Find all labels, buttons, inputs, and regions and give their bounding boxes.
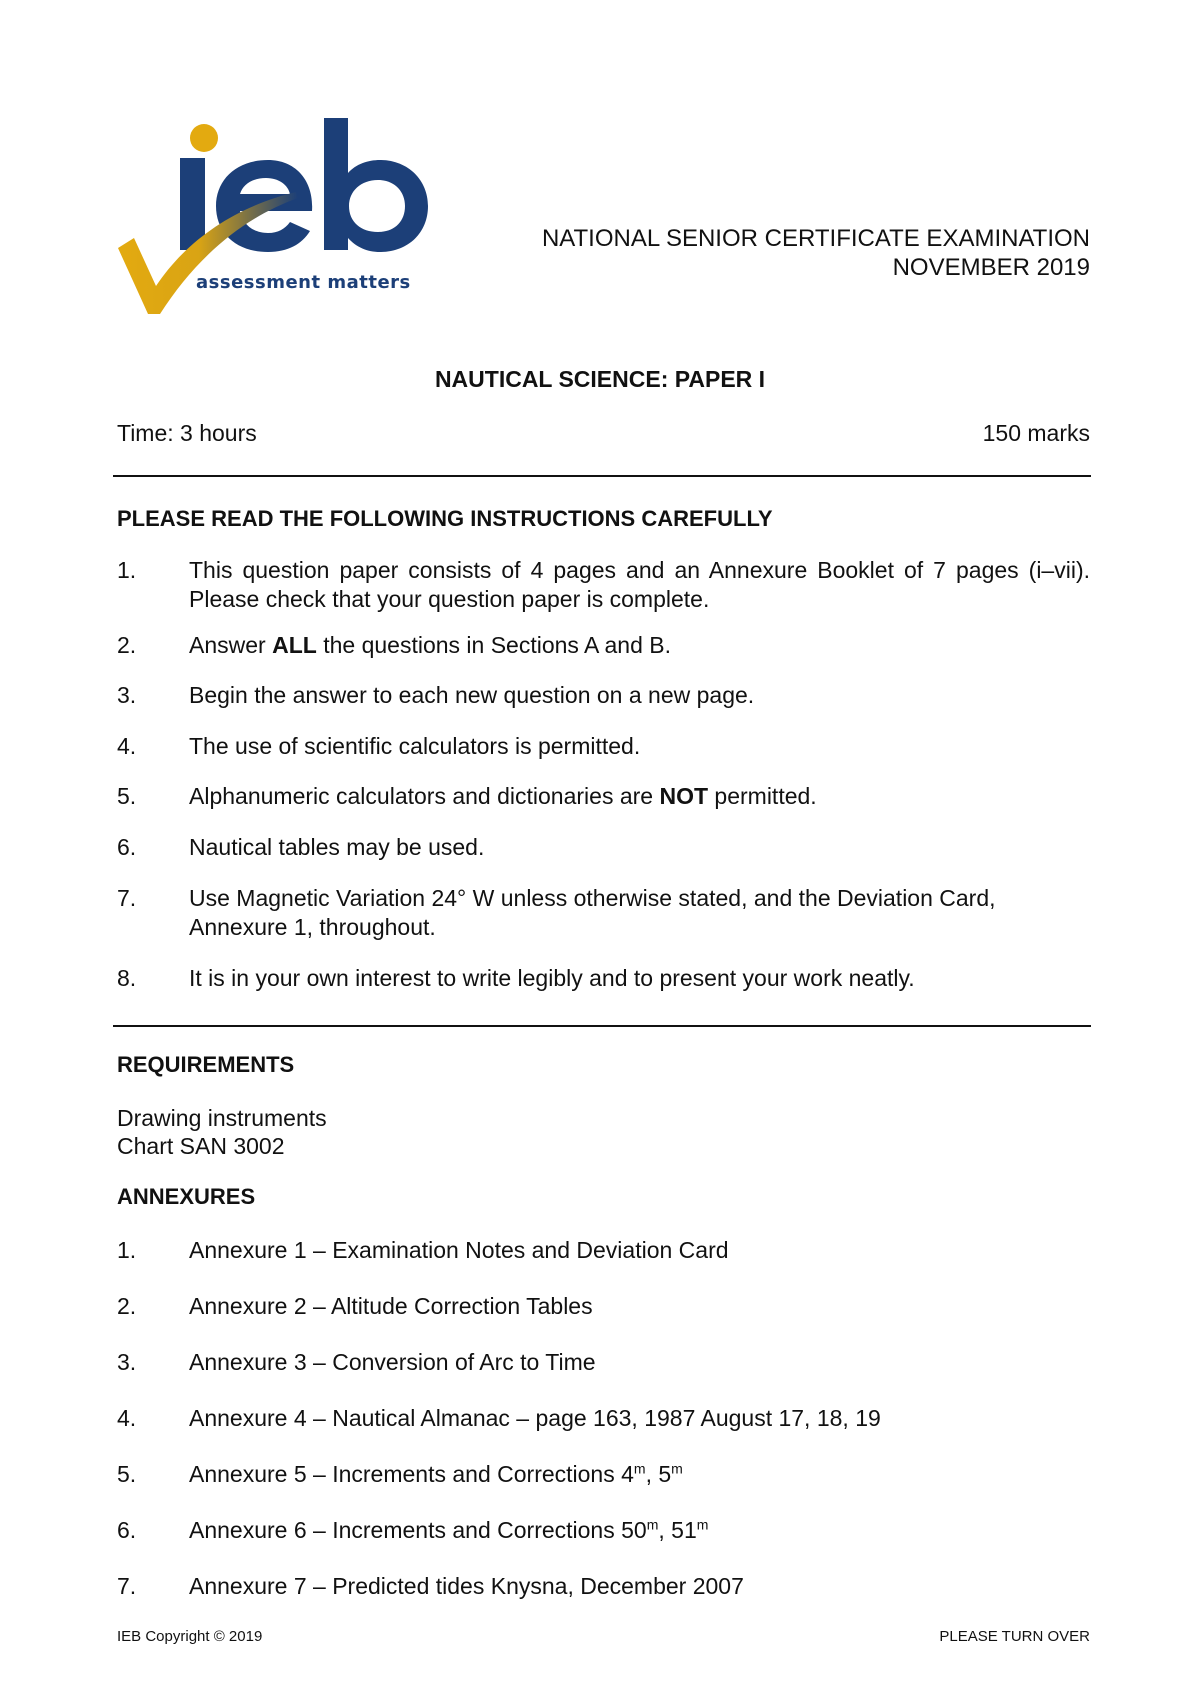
item-text: [189, 884, 1090, 942]
item-text: Annexure 3 – Conversion of Arc to Time: [189, 1349, 596, 1375]
item-number: 6.: [117, 1517, 137, 1543]
requirements-heading: REQUIREMENTS: [117, 1052, 295, 1077]
ieb-logo: [118, 118, 458, 348]
item-number: 1.: [117, 557, 137, 583]
requirement-item: Chart SAN 3002: [117, 1133, 285, 1159]
instruction-item: [117, 964, 1090, 993]
logo-tagline: assessment matters: [196, 272, 411, 293]
item-text: [189, 782, 1090, 811]
item-number: 1.: [117, 1237, 137, 1263]
text-line: Annexure 1, throughout.: [189, 914, 436, 940]
item-text: [189, 1516, 1090, 1545]
item-number: 2.: [117, 1293, 137, 1319]
item-number: 4.: [117, 733, 137, 759]
requirement-item: Drawing instruments: [117, 1105, 327, 1131]
annexure-item: [117, 1516, 1090, 1545]
item-text: It is in your own interest to write legibly and to present your work neatly.: [189, 965, 915, 991]
divider-rule: [113, 1025, 1091, 1027]
b-letter-shape: [324, 118, 428, 252]
instruction-item: [117, 681, 1090, 710]
i-dot-shape: [190, 124, 218, 152]
item-number: 5.: [117, 783, 137, 809]
turn-over-footer: PLEASE TURN OVER: [939, 1628, 1090, 1645]
instruction-item: [117, 884, 1090, 942]
item-text: This question paper consists of 4 pages and an Annexure Booklet of 7 pages (i–vii). Please check that your question paper is complete.: [189, 557, 1090, 612]
text-run: , 51: [658, 1517, 697, 1543]
emphasis-text: NOT: [659, 783, 709, 809]
item-text: Annexure 2 – Altitude Correction Tables: [189, 1293, 593, 1319]
instruction-item: [117, 782, 1090, 811]
item-number: 5.: [117, 1461, 137, 1487]
i-stem-shape: [180, 158, 205, 250]
paper-meta-row: [117, 420, 1090, 447]
exam-date: NOVEMBER 2019: [892, 254, 1090, 281]
item-number: 4.: [117, 1405, 137, 1431]
item-text: The use of scientific calculators is permitted.: [189, 733, 641, 759]
text-run: , 5: [645, 1461, 672, 1487]
text-line: Use Magnetic Variation 24° W unless otherwise stated, and the Deviation Card,: [189, 885, 996, 911]
exam-name: NATIONAL SENIOR CERTIFICATE EXAMINATION: [541, 225, 1090, 252]
item-number: 2.: [117, 632, 137, 658]
annexures-heading: ANNEXURES: [117, 1184, 256, 1209]
item-number: 3.: [117, 1349, 137, 1375]
item-number: 7.: [117, 1573, 137, 1599]
item-text: Nautical tables may be used.: [189, 834, 485, 860]
emphasis-text: ALL: [272, 632, 317, 658]
superscript: m: [633, 1460, 646, 1477]
divider-rule: [113, 475, 1091, 477]
instruction-item: [117, 833, 1090, 862]
text-run: Annexure 5 – Increments and Corrections 4: [189, 1461, 634, 1487]
item-text: Annexure 1 – Examination Notes and Deviation Card: [189, 1237, 729, 1263]
time-allowed: Time: 3 hours: [117, 420, 257, 446]
item-number: 8.: [117, 965, 137, 991]
text-run: Annexure 6 – Increments and Corrections 50: [189, 1517, 647, 1543]
exam-heading: [542, 224, 1090, 282]
text-run: the questions in Sections A and B.: [316, 632, 671, 658]
superscript: m: [646, 1516, 659, 1533]
superscript: m: [696, 1516, 709, 1533]
item-text: Annexure 4 – Nautical Almanac – page 163, 1987 August 17, 18, 19: [189, 1405, 881, 1431]
superscript: m: [671, 1460, 683, 1477]
annexure-item: [117, 1236, 1090, 1265]
instruction-item: [117, 556, 1090, 614]
paper-title: NAUTICAL SCIENCE: PAPER I: [434, 366, 766, 392]
item-number: 7.: [117, 885, 137, 911]
requirements-list: [117, 1104, 327, 1160]
text-run: permitted.: [708, 783, 817, 809]
item-text: Annexure 7 – Predicted tides Knysna, December 2007: [189, 1573, 744, 1599]
item-text: Begin the answer to each new question on a new page.: [189, 682, 755, 708]
instruction-item: [117, 732, 1090, 761]
annexure-item: [117, 1292, 1090, 1321]
instruction-item: [117, 631, 1090, 660]
item-number: 6.: [117, 834, 137, 860]
annexure-item: [117, 1460, 1090, 1489]
instructions-heading: PLEASE READ THE FOLLOWING INSTRUCTIONS CAREFULLY: [117, 506, 773, 531]
text-run: Alphanumeric calculators and dictionaries are: [189, 783, 660, 809]
item-text: [189, 631, 1090, 660]
annexure-item: [117, 1404, 1090, 1433]
text-run: Answer: [189, 632, 273, 658]
annexure-item: [117, 1348, 1090, 1377]
annexure-item: [117, 1572, 1090, 1601]
item-number: 3.: [117, 682, 137, 708]
copyright-footer: IEB Copyright © 2019: [117, 1628, 263, 1645]
total-marks: 150 marks: [982, 420, 1090, 446]
item-text: [189, 1460, 1090, 1489]
